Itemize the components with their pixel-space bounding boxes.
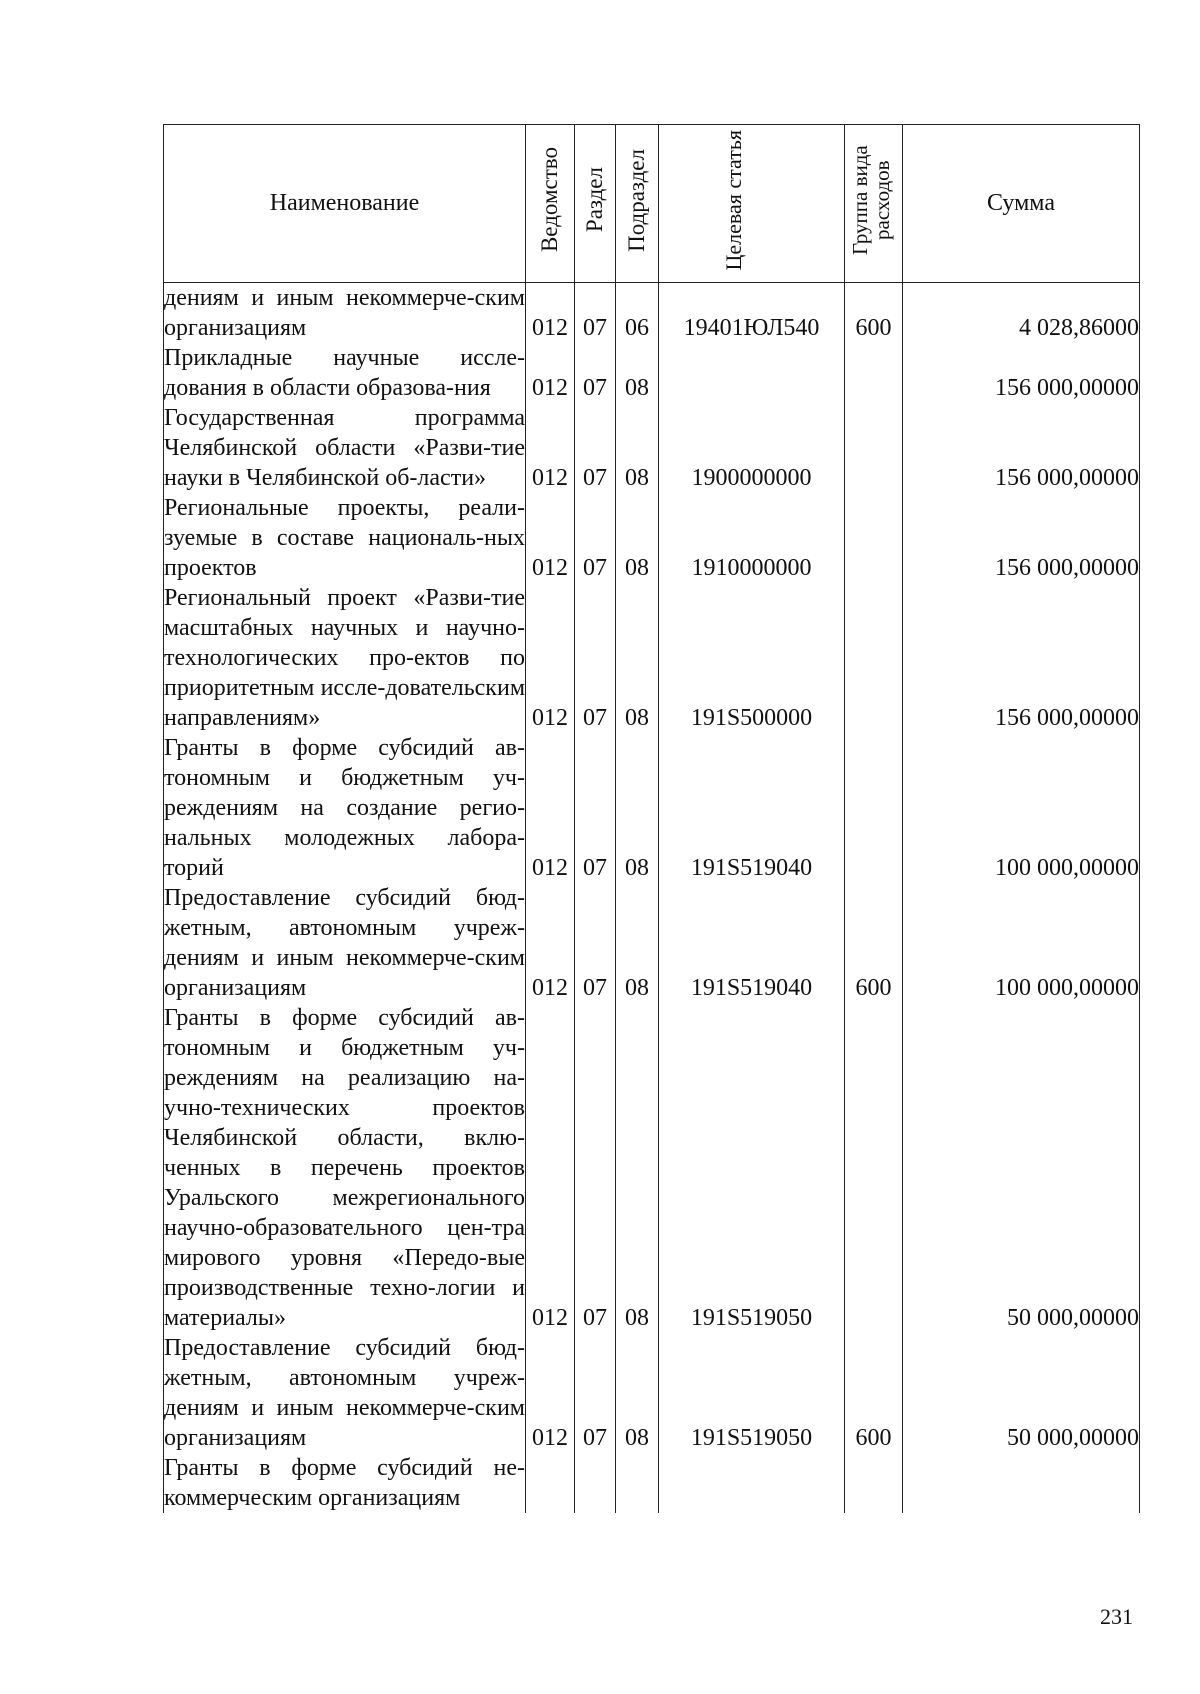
row-celevaya-statya: 191S519040 [659, 733, 845, 883]
row-celevaya-statya: 19401ЮЛ540 [659, 283, 845, 344]
row-gruppa [845, 403, 903, 493]
row-name: Прикладные научные иссле-дования в области образова-ния [164, 345, 525, 401]
row-vedomstvo: 012 [526, 1333, 575, 1453]
row-razdel [575, 1453, 616, 1513]
row-celevaya-statya [659, 343, 845, 403]
row-name: Гранты в форме субсидий ав-тономным и бюджетным уч-реждениям на реализацию на-учно-технических проектов Челябинской области, вклю-ченных в перечень проектов Уральского межрегионального научно-образовательного цен-тра мирового уровня «Передо-вые производственные техно-логии и материалы» [164, 1005, 525, 1331]
row-summa: 156 000,00000 [903, 343, 1140, 403]
row-name: Предоставление субсидий бюд-жетным, автономным учреж-дениям и иным некоммерче-ским организациям [164, 1335, 525, 1451]
row-name: Региональные проекты, реали-зуемые в составе националь-ных проектов [164, 495, 525, 581]
row-name: Гранты в форме субсидий не-коммерческим организациям [164, 1455, 525, 1511]
header-celevaya: Целевая статья [659, 125, 845, 283]
row-podrazdel: 08 [616, 583, 659, 733]
row-vedomstvo: 012 [526, 403, 575, 493]
row-razdel: 07 [575, 283, 616, 344]
row-gruppa [845, 343, 903, 403]
row-summa: 100 000,00000 [903, 733, 1140, 883]
row-razdel: 07 [575, 1003, 616, 1333]
row-vedomstvo: 012 [526, 283, 575, 344]
row-summa: 156 000,00000 [903, 493, 1140, 583]
row-celevaya-statya: 191S519050 [659, 1333, 845, 1453]
row-razdel: 07 [575, 1333, 616, 1453]
row-gruppa [845, 1003, 903, 1333]
row-razdel: 07 [575, 883, 616, 1003]
row-razdel: 07 [575, 733, 616, 883]
row-vedomstvo [526, 1453, 575, 1513]
table-header-row [164, 125, 1140, 283]
row-podrazdel: 08 [616, 403, 659, 493]
table-row [164, 493, 1140, 583]
row-summa: 50 000,00000 [903, 1333, 1140, 1453]
table-row [164, 1453, 1140, 1513]
header-podrazdel: Подраздел [616, 125, 659, 283]
row-gruppa: 600 [845, 1333, 903, 1453]
row-podrazdel: 08 [616, 1003, 659, 1333]
header-summa: Сумма [903, 125, 1140, 283]
row-podrazdel: 08 [616, 493, 659, 583]
table-row [164, 1333, 1140, 1453]
row-podrazdel: 06 [616, 283, 659, 344]
page-number: 231 [1100, 1604, 1133, 1629]
row-name: Предоставление субсидий бюд-жетным, автономным учреж-дениям и иным некоммерче-ским организациям [164, 885, 525, 1001]
table-row [164, 343, 1140, 403]
row-celevaya-statya: 191S500000 [659, 583, 845, 733]
row-celevaya-statya: 1900000000 [659, 403, 845, 493]
row-summa: 100 000,00000 [903, 883, 1140, 1003]
row-vedomstvo: 012 [526, 733, 575, 883]
row-podrazdel: 08 [616, 343, 659, 403]
table-row [164, 1003, 1140, 1333]
row-razdel: 07 [575, 403, 616, 493]
row-razdel: 07 [575, 343, 616, 403]
table-row [164, 733, 1140, 883]
row-summa: 156 000,00000 [903, 403, 1140, 493]
row-vedomstvo: 012 [526, 493, 575, 583]
row-gruppa [845, 733, 903, 883]
row-celevaya-statya [659, 1453, 845, 1513]
table-row [164, 283, 1140, 344]
row-vedomstvo: 012 [526, 343, 575, 403]
row-vedomstvo: 012 [526, 1003, 575, 1333]
row-summa: 4 028,86000 [903, 283, 1140, 344]
row-gruppa [845, 493, 903, 583]
row-celevaya-statya: 191S519050 [659, 1003, 845, 1333]
row-name: Региональный проект «Разви-тие масштабных научных и научно-технологических про-ектов по приоритетным иссле-довательским направлениям» [164, 585, 525, 731]
header-razdel: Раздел [575, 125, 616, 283]
row-podrazdel: 08 [616, 1333, 659, 1453]
budget-table [163, 124, 1140, 1513]
header-name: Наименование [164, 125, 526, 283]
row-gruppa [845, 583, 903, 733]
row-celevaya-statya: 1910000000 [659, 493, 845, 583]
row-podrazdel: 08 [616, 883, 659, 1003]
row-summa: 50 000,00000 [903, 1003, 1140, 1333]
row-name: Гранты в форме субсидий ав-тономным и бюджетным уч-реждениям на создание регио-нальных молодежных лабора-торий [164, 735, 525, 881]
table-body [164, 283, 1140, 1514]
row-razdel: 07 [575, 493, 616, 583]
row-gruppa [845, 1453, 903, 1513]
row-celevaya-statya: 191S519040 [659, 883, 845, 1003]
row-gruppa: 600 [845, 883, 903, 1003]
row-razdel: 07 [575, 583, 616, 733]
header-vedomstvo: Ведомство [526, 125, 575, 283]
row-podrazdel [616, 1453, 659, 1513]
row-summa [903, 1453, 1140, 1513]
row-summa: 156 000,00000 [903, 583, 1140, 733]
header-gruppa: Группа вида расходов [845, 125, 903, 283]
table-row [164, 883, 1140, 1003]
row-vedomstvo: 012 [526, 583, 575, 733]
table-row [164, 583, 1140, 733]
row-name: Государственная программа Челябинской области «Разви-тие науки в Челябинской об-ласти» [164, 405, 525, 491]
table-row [164, 403, 1140, 493]
row-podrazdel: 08 [616, 733, 659, 883]
row-vedomstvo: 012 [526, 883, 575, 1003]
row-name: дениям и иным некоммерче-ским организациям [164, 283, 526, 344]
row-gruppa: 600 [845, 283, 903, 344]
